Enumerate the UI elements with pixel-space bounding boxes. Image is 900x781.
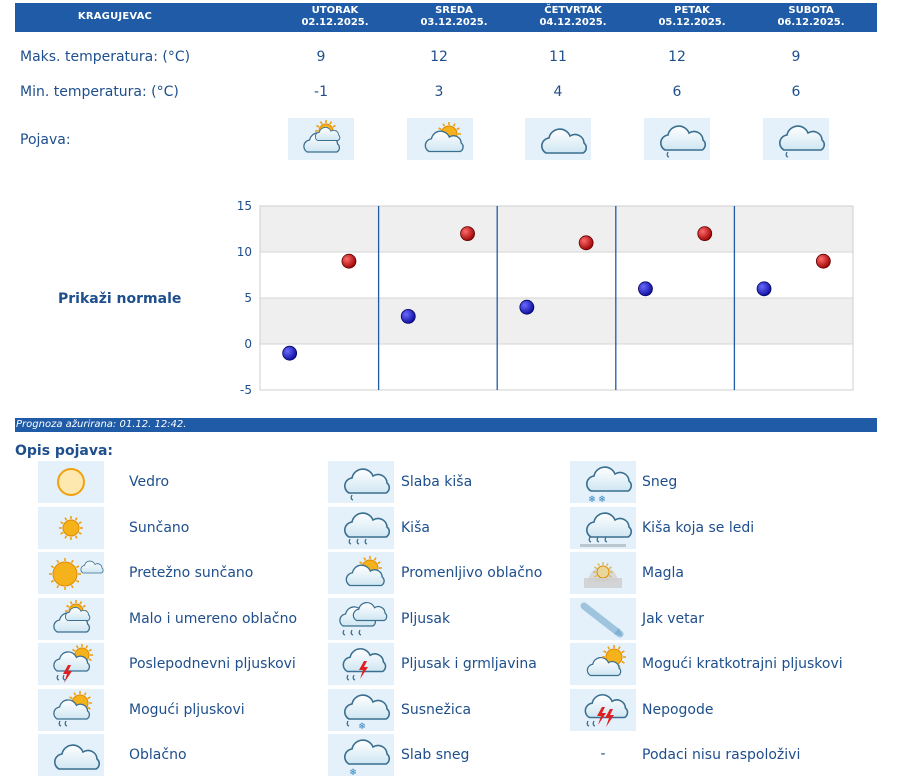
y-tick-label: 0 xyxy=(244,337,252,351)
pojava-label: Pojava: xyxy=(20,132,71,148)
afternoon-showers-icon xyxy=(38,643,104,685)
possible-showers-icon xyxy=(38,689,104,731)
day-header-5: SUBOTA 06.12.2025. xyxy=(777,5,845,28)
shower-thunder-icon xyxy=(328,643,394,685)
legend-title: Opis pojava: xyxy=(15,443,113,459)
min-temp-value: 6 xyxy=(672,84,682,100)
min-temp-value: -1 xyxy=(314,84,328,100)
shower-icon xyxy=(328,598,394,640)
max-temp-point xyxy=(698,227,712,241)
chart-band xyxy=(260,344,853,390)
svg-text:❄: ❄ xyxy=(588,495,596,503)
freezing-rain-icon xyxy=(570,507,636,549)
chart-band xyxy=(260,206,853,252)
legend-label: Podaci nisu raspoloživi xyxy=(642,747,801,763)
legend-label: Mogući kratkotrajni pljuskovi xyxy=(642,656,843,672)
min-temp-value: 3 xyxy=(434,84,444,100)
max-temp-label: Maks. temperatura: (°C) xyxy=(20,49,191,65)
legend-label: Mogući pljuskovi xyxy=(129,701,245,718)
y-tick-label: 10 xyxy=(236,245,252,259)
svg-text:❄: ❄ xyxy=(598,495,606,503)
legend-label: Vedro xyxy=(129,474,170,490)
snow-icon xyxy=(570,461,636,503)
possible-short-showers-icon xyxy=(570,643,636,685)
max-temp-point xyxy=(816,254,830,268)
day-header-2: SREDA 03.12.2025. xyxy=(420,5,488,28)
legend-label: Pljusak xyxy=(401,610,451,627)
partly-cloudy-icon xyxy=(407,118,473,160)
rain-icon xyxy=(328,507,394,549)
max-temp-value: 9 xyxy=(791,49,801,65)
day-header-1: UTORAK 02.12.2025. xyxy=(301,5,369,28)
light-rain-icon xyxy=(644,118,710,160)
y-tick-label: 5 xyxy=(244,291,252,305)
legend-label: Nepogode xyxy=(642,701,714,718)
legend-label: Kiša koja se ledi xyxy=(642,519,755,536)
strong-wind-icon xyxy=(570,598,636,640)
forecast-header xyxy=(15,3,877,32)
svg-text:❄: ❄ xyxy=(358,721,366,731)
min-temp-value: 4 xyxy=(553,84,563,100)
forecast-updated-bar xyxy=(15,418,877,432)
min-temp-value: 6 xyxy=(791,84,801,100)
legend-label: Promenljivo oblačno xyxy=(401,565,543,581)
clear-sun-icon xyxy=(38,461,104,503)
forecast-updated-text: Prognoza ažurirana: 01.12. 12:42. xyxy=(16,419,187,430)
legend-label: Kiša xyxy=(401,519,430,536)
day-header-3: ČETVRTAK 04.12.2025. xyxy=(539,5,607,28)
legend-label: Jak vetar xyxy=(642,610,704,627)
legend-label: Oblačno xyxy=(129,747,187,763)
city-name: KRAGUJEVAC xyxy=(77,11,153,22)
svg-text:❄: ❄ xyxy=(349,768,357,776)
legend-label: Malo i umereno oblačno xyxy=(129,610,298,627)
max-temp-value: 9 xyxy=(316,49,326,65)
show-normals-link[interactable]: Prikaži normale xyxy=(58,291,182,307)
legend-label: Magla xyxy=(642,565,685,581)
min-temp-point xyxy=(638,282,652,296)
min-temp-label: Min. temperatura: (°C) xyxy=(20,84,179,100)
min-temp-point xyxy=(520,300,534,314)
sunny-icon xyxy=(38,507,104,549)
max-temp-point xyxy=(461,227,475,241)
no-data-dash: - xyxy=(600,746,606,762)
temperature-chart-svg xyxy=(228,196,868,406)
legend-label: Sneg xyxy=(642,474,678,490)
max-temp-point xyxy=(342,254,356,268)
cloudy-icon xyxy=(38,734,104,776)
temperature-chart xyxy=(228,196,868,406)
small-moderate-cloudy-icon xyxy=(38,598,104,640)
legend-label: Susnežica xyxy=(401,701,472,718)
max-temp-value: 12 xyxy=(430,49,448,65)
max-temp-point xyxy=(579,236,593,250)
legend-label: Pljusak i grmljavina xyxy=(401,656,537,672)
legend-label: Slaba kiša xyxy=(401,474,473,490)
min-temp-point xyxy=(283,346,297,360)
chart-band xyxy=(260,298,853,344)
sun-cloud-small-icon xyxy=(288,118,354,160)
cloudy-icon xyxy=(525,118,591,160)
legend-label: Pretežno sunčano xyxy=(129,565,254,581)
mostly-sunny-icon xyxy=(38,552,104,594)
max-temp-value: 12 xyxy=(668,49,686,65)
light-rain-icon xyxy=(328,461,394,503)
day-header-4: PETAK 05.12.2025. xyxy=(658,5,726,28)
variable-cloudy-icon xyxy=(328,552,394,594)
min-temp-point xyxy=(757,282,771,296)
max-temp-value: 11 xyxy=(549,49,567,65)
light-snow-icon xyxy=(328,734,394,776)
legend-label: Sunčano xyxy=(129,519,190,536)
legend-label: Poslepodnevni pljuskovi xyxy=(129,656,296,672)
fog-icon xyxy=(570,552,636,594)
light-rain-icon xyxy=(763,118,829,160)
y-tick-label: 15 xyxy=(236,199,252,213)
y-tick-label: -5 xyxy=(240,383,252,397)
legend-label: Slab sneg xyxy=(401,747,470,763)
sleet-icon xyxy=(328,689,394,731)
min-temp-point xyxy=(401,309,415,323)
storm-icon xyxy=(570,689,636,731)
